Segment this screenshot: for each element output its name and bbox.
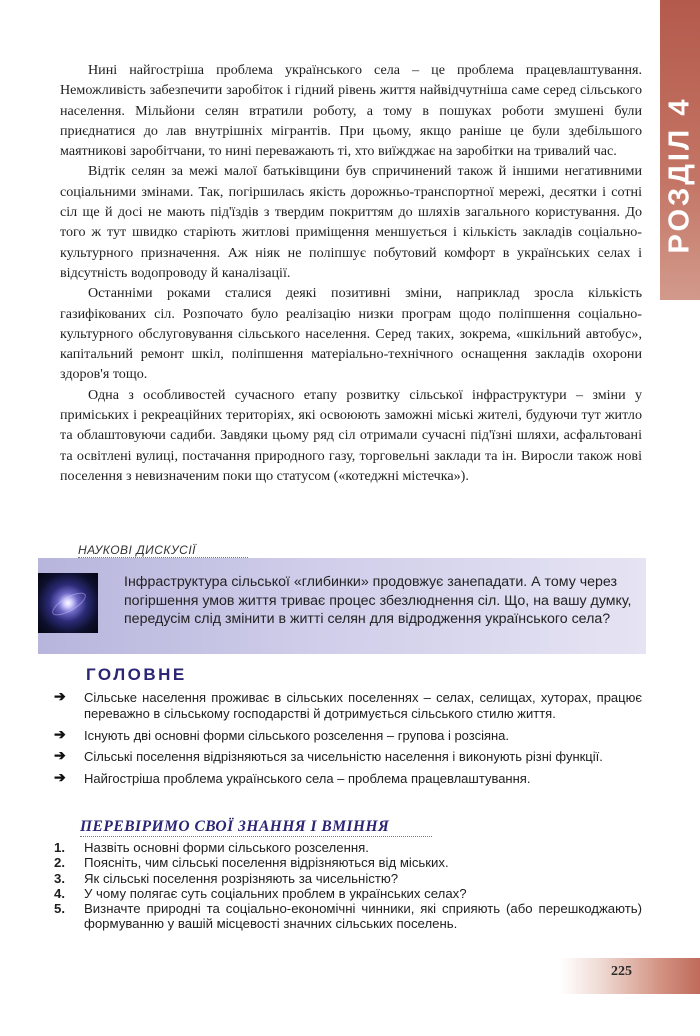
list-item: ➔ Найгостріша проблема українського села – проблема працевлаштування. bbox=[54, 769, 531, 787]
arrow-right-icon: ➔ bbox=[54, 747, 66, 764]
section-tab bbox=[660, 0, 700, 300]
question-text: У чому полягає суть соціальних проблем в українських селах? bbox=[84, 885, 467, 901]
page-number: 225 bbox=[611, 964, 632, 979]
question-number: 3. bbox=[54, 870, 65, 886]
list-item bbox=[54, 871, 642, 886]
list-item bbox=[54, 886, 642, 901]
paragraph: Відтік селян за межі малої батьківщини був спричинений також й іншими негативними соціальними змінами. Так, погіршилась якість дорожньо-транспортної мережі, десятки і сотні сіл ще й досі не мають під'їздів з твердим покриттям до шляхів загального користування. До того ж тут швидко старіють житлові приміщення меншується і кількість закладів соціально-культурного призначення. Аж ніяк не поліпшує побутовий комфорт в українських селах і відсутність водопроводу й каналізації. bbox=[60, 163, 642, 281]
arrow-right-icon: ➔ bbox=[54, 769, 66, 786]
check-knowledge-title: ПЕРЕВІРИМО СВОЇ ЗНАННЯ І ВМІННЯ bbox=[80, 818, 390, 835]
main-text bbox=[60, 60, 642, 486]
question-text: Як сільські поселення розрізняють за чисельністю? bbox=[84, 870, 399, 886]
question-text: Назвіть основні форми сільського розселення. bbox=[84, 840, 369, 855]
question-number: 4. bbox=[54, 885, 65, 901]
paragraph: Останніми роками сталися деякі позитивні зміни, наприклад зросла кількість газифікованих сіл. Розпочато було реалізацію низки програм щодо поліпшення соціально-культурного обслуговування сільського населення. Серед таких, зокрема, «шкільний автобус», капітальний ремонт шкіл, поліпшення матеріально-технічного оснащення закладів охорони здоров'я тощо. bbox=[60, 285, 642, 383]
discussion-text: Інфраструктура сільської «глибинки» продовжує занепадати. А тому через погіршення умов життя триває процес збезлюднення сіл. Що, на вашу думку, передусім слід змінити в житті селян для відродження українського села? bbox=[124, 574, 632, 628]
paragraph: Нині найгостріша проблема українського села – це проблема працевлаштування. Неможливість забезпечити заробіток і гідний рівень життя найвідчутніша саме серед сільського населення. Мільйони селян втратили роботу, а тому в пошуках роботи змушені були приєднатися до лав внутрішніх мігрантів. При цьому, якщо раніше це були здебільшого маятникові заробітчани, то нині переважають ті, хто виїжджає на заробітки на тривалий час. bbox=[60, 62, 642, 160]
question-number: 2. bbox=[54, 855, 65, 871]
list-item: ➔ Існують дві основні форми сільського розселення – групова і розсіяна. bbox=[54, 725, 510, 743]
discussion-label: НАУКОВІ ДИСКУСІЇ bbox=[78, 543, 196, 557]
list-item: ➔ Сільські поселення відрізняються за чисельністю населення і виконують різні функції. bbox=[54, 747, 603, 765]
section-tab-label: РОЗДІЛ 4 bbox=[663, 96, 696, 254]
main-points-title: ГОЛОВНЕ bbox=[86, 665, 187, 684]
list-item bbox=[54, 840, 642, 855]
paragraph: Одна з особливостей сучасного етапу розвитку сільської інфраструктури – зміни у приміських і рекреаційних територіях, які освоюють заможні міські жителі, будуючи тут житло та облаштовуючи садиби. Завдяки цьому ряд сіл отримали сучасні під'їзні шляхи, асфальтовані та освітлені вулиці, постачання природного газу, торговельні заклади та ін. Виросли також нові поселення з невизначеним поки що статусом («котеджні містечка»). bbox=[60, 386, 642, 484]
question-number: 5. bbox=[54, 901, 65, 917]
galaxy-image bbox=[38, 573, 98, 633]
arrow-right-icon: ➔ bbox=[54, 725, 66, 742]
main-points-list bbox=[54, 690, 642, 793]
arrow-right-icon: ➔ bbox=[54, 688, 66, 704]
list-item: ➔ Сільське населення проживає в сільських поселеннях – селах, селищах, хуторах, працює переважно в сільському господарстві й дотримується сільського стилю життя. bbox=[54, 688, 642, 721]
question-text: Визначте природні та соціально-економічні чинники, які сприяють (або перешкоджають) формуванню у вашій місцевості значних сільських поселень. bbox=[84, 901, 642, 932]
list-item bbox=[54, 855, 642, 870]
question-text: Поясніть, чим сільські поселення відрізняються від міських. bbox=[84, 855, 449, 871]
check-divider bbox=[80, 836, 432, 837]
questions-list bbox=[54, 840, 642, 932]
list-item bbox=[54, 901, 642, 932]
question-number: 1. bbox=[54, 840, 65, 855]
